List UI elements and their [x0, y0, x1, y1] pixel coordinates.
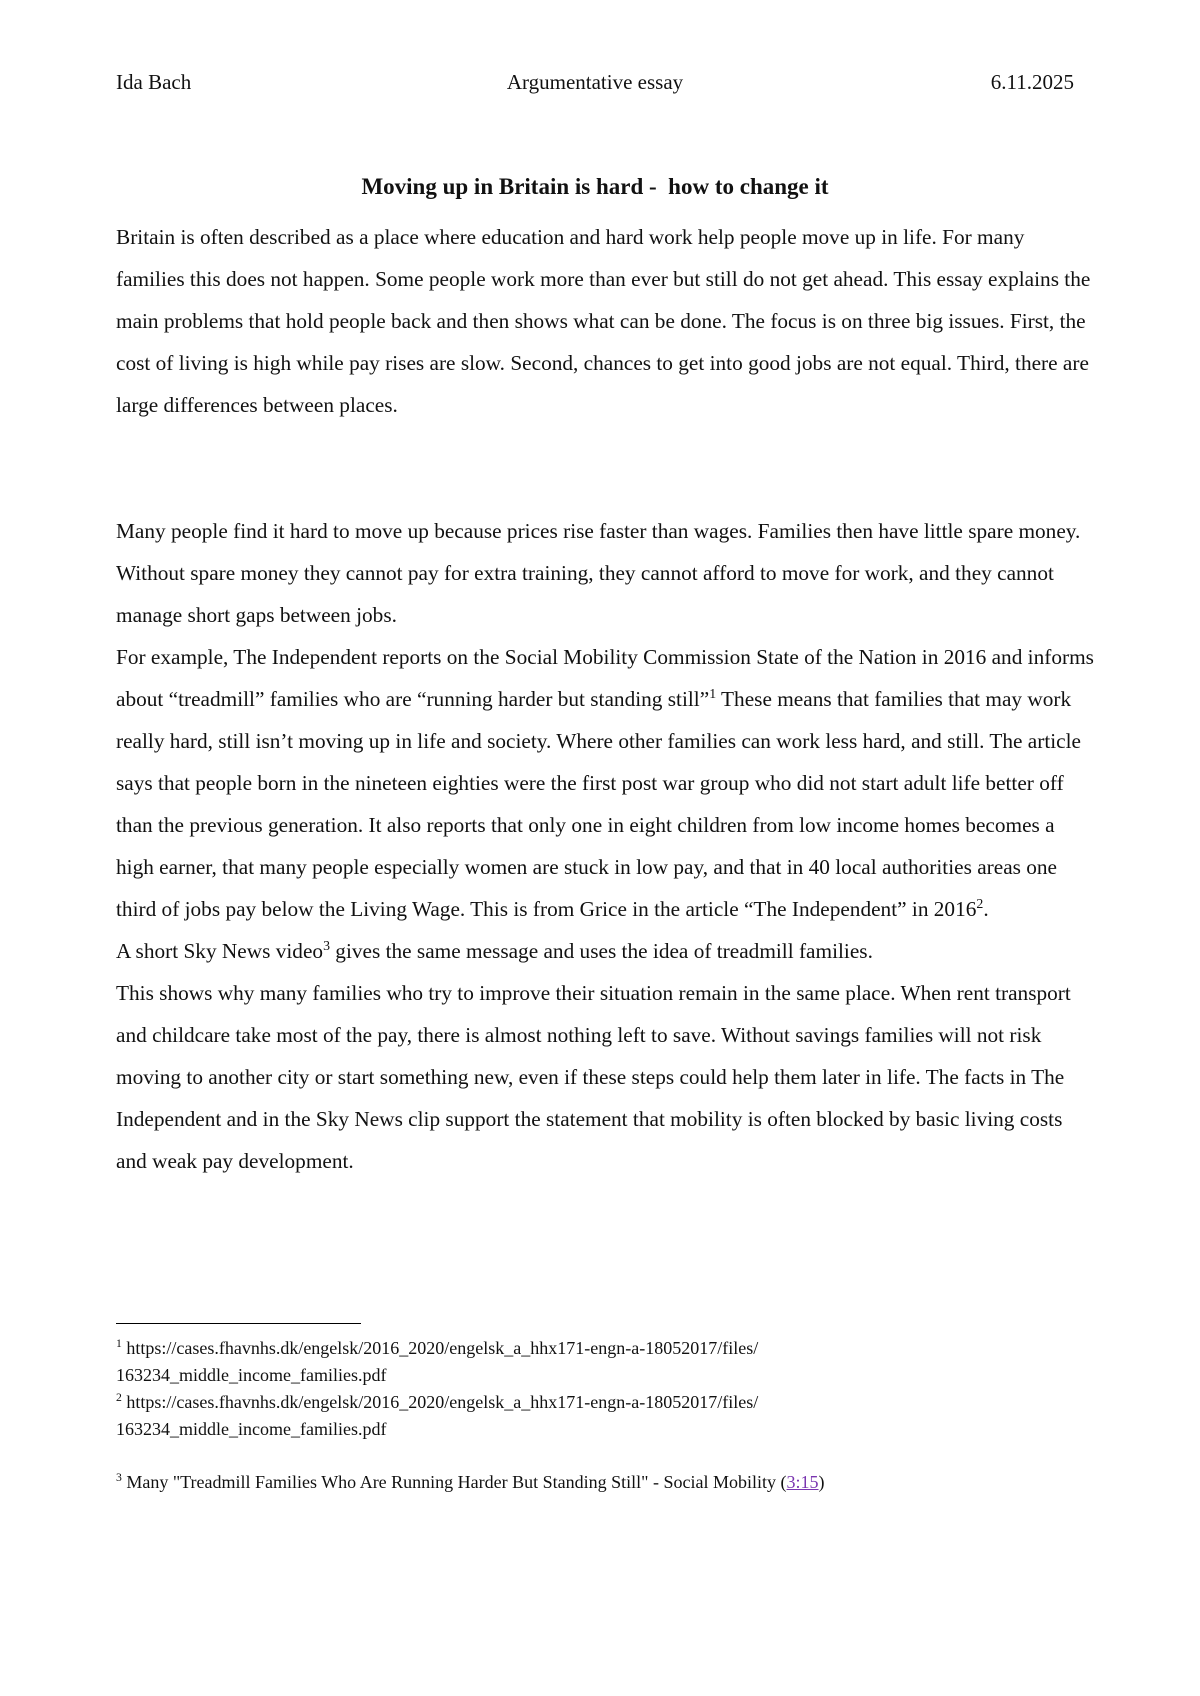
- paragraph-text: These means that families that may work really hard, still isn’t moving up in life and society. Where other families can work less hard, and still. The article says that people born in the nineteen eighties were the first post war group who did not start adult life better off than the previous generation. It also reports that only one in eight children from low income homes becomes a high earner, that many people especially women are stuck in low pay, and that in 40 local authorities areas one third of jobs pay below the Living Wage. This is from Grice in the article “The Independent” in 2016: [116, 687, 1082, 921]
- paragraph-conclusion: This shows why many families who try to improve their situation remain in the same place. When rent transport and childcare take most of the pay, there is almost nothing left to save. Without savings families will not risk moving to another city or start something new, even if these steps could help them later in life. The facts in The Independent and in the Sky News clip support the statement that mobility is often blocked by basic living costs and weak pay development.: [116, 981, 1071, 1173]
- footnote-marker: 2: [116, 1391, 122, 1404]
- paragraph-sky-news: [116, 930, 1096, 972]
- footnote-ref-3[interactable]: 3: [323, 937, 330, 953]
- essay-body: [116, 216, 1096, 1182]
- paragraph-text: .: [983, 897, 989, 921]
- paragraph-text: For example, The Independent reports on the Social Mobility Commission State of the Nation in 2016 and informs about “treadmill” families who are “running harder but standing still”: [116, 645, 1094, 711]
- footnote-text: ): [818, 1472, 825, 1492]
- footnote-text: Many "Treadmill Families Who Are Running Harder But Standing Still" - Social Mobility (: [121, 1472, 787, 1492]
- page-header: [116, 70, 1074, 100]
- footnote-marker: 1: [116, 1337, 122, 1350]
- footnote-marker: 3: [116, 1471, 122, 1484]
- footnote-1: [116, 1335, 996, 1389]
- paragraph-text: gives the same message and uses the idea of treadmill families.: [329, 939, 873, 963]
- paragraph-gap: [116, 426, 1096, 510]
- paragraph-cost-of-living: Many people find it hard to move up because prices rise faster than wages. Families then have little spare money. Without spare money they cannot pay for extra training, they cannot afford to move for work, and they cannot manage short gaps between jobs.: [116, 519, 1081, 627]
- footnote-text: https://cases.fhavnhs.dk/engelsk/2016_2020/engelsk_a_hhx171-engn-a-18052017/files/ 163234_middle_income_families.pdf: [116, 1338, 759, 1385]
- paragraph-text: A short Sky News video: [116, 939, 324, 963]
- intro-paragraph: Britain is often described as a place where education and hard work help people move up in life. For many families this does not happen. Some people work more than ever but still do not get ahead. This essay explains the main problems that hold people back and then shows what can be done. The focus is on three big issues. First, the cost of living is high while pay rises are slow. Second, chances to get into good jobs are not equal. Third, there are large differences between places.: [116, 225, 1091, 417]
- header-date: 6.11.2025: [990, 70, 1074, 94]
- footnote-ref-1[interactable]: 1: [709, 685, 717, 701]
- footnote-2: [116, 1389, 996, 1443]
- header-author: Ida Bach: [116, 70, 192, 94]
- footnote-text: https://cases.fhavnhs.dk/engelsk/2016_2020/engelsk_a_hhx171-engn-a-18052017/files/ 163234_middle_income_families.pdf: [116, 1392, 759, 1439]
- header-doc-type: Argumentative essay: [506, 70, 684, 94]
- footnote-3: [116, 1469, 996, 1496]
- paragraph-independent-report: [116, 636, 1096, 930]
- footnote-separator: [116, 1323, 361, 1324]
- footnote-ref-2[interactable]: 2: [976, 895, 984, 911]
- essay-title: Moving up in Britain is hard - how to change it: [361, 174, 829, 199]
- footnotes: [116, 1335, 996, 1496]
- video-timestamp-link[interactable]: 3:15: [786, 1472, 819, 1492]
